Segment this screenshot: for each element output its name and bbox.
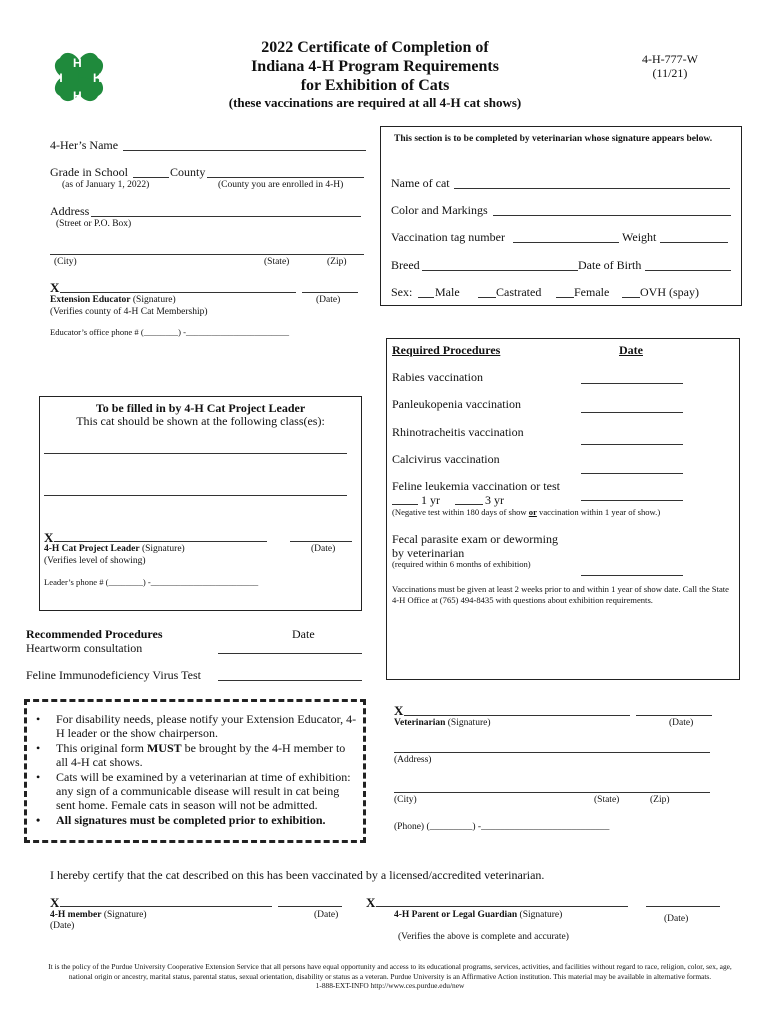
vet-section-note: This section is to be completed by veterinarian whose signature appears below. — [394, 134, 713, 144]
weight-label: Weight — [622, 230, 657, 244]
notice-item: • All signatures must be completed prior to exhibition. — [28, 813, 358, 827]
male-check-field[interactable] — [418, 297, 434, 298]
svg-text:H: H — [54, 71, 63, 85]
class-field-1[interactable] — [44, 453, 347, 454]
street-field[interactable] — [91, 216, 361, 217]
leader-verifies-note: (Verifies level of showing) — [44, 556, 146, 566]
fecal-label-2: by veterinarian — [392, 546, 465, 560]
panleuk-label: Panleukopenia vaccination — [392, 397, 521, 411]
color-field[interactable] — [493, 215, 731, 216]
zip-note: (Zip) — [327, 257, 347, 267]
dob-field[interactable] — [645, 270, 731, 271]
vet-x-mark: X — [394, 703, 404, 718]
vet-date-field[interactable] — [636, 715, 712, 716]
form-number: 4-H-777-W — [642, 52, 698, 66]
heartworm-date-field[interactable] — [218, 653, 362, 654]
four-h-logo-icon — [38, 36, 120, 118]
parent-signature-field[interactable] — [376, 906, 628, 907]
class-field-2[interactable] — [44, 495, 347, 496]
vet-address-field[interactable] — [394, 752, 710, 753]
vet-city-state-zip-field[interactable] — [394, 792, 710, 793]
grade-label: Grade in School — [50, 165, 128, 179]
felv-label: Feline leukemia vaccination or test — [392, 479, 560, 493]
svg-text:H: H — [73, 89, 82, 103]
policy-statement: It is the policy of the Purdue University Cooperative Extension Service that all persons have equal opportunity and access to its educational programs, services, activities, and facilities without regard to race, religion, color, sex, age, national origin or ancestry, marital status, parental status, sexual orientation, disability or status as a veteran. Purdue University is an Affirmative Action institution. This material may be available in alternative formats. — [48, 962, 732, 981]
title-line-3: for Exhibition of Cats — [300, 77, 450, 94]
vet-city-label: (City) — [394, 795, 417, 805]
panleuk-date-field[interactable] — [581, 412, 683, 413]
fiv-label: Feline Immunodeficiency Virus Test — [26, 668, 201, 682]
leader-date-label: (Date) — [311, 544, 336, 554]
educator-x-mark: X — [50, 280, 60, 295]
calci-label: Calcivirus vaccination — [392, 452, 500, 466]
weight-field[interactable] — [660, 242, 728, 243]
svg-text:H: H — [93, 71, 102, 85]
felv-1yr-check[interactable] — [392, 504, 418, 505]
leader-signature-label: 4-H Cat Project Leader (Signature) — [44, 544, 185, 554]
rabies-label: Rabies vaccination — [392, 370, 483, 384]
parent-signature-label: 4-H Parent or Legal Guardian (Signature) — [394, 910, 563, 920]
calci-date-field[interactable] — [581, 473, 683, 474]
educator-phone[interactable]: Educator’s office phone # (________) -________________________ — [50, 327, 290, 337]
grade-field[interactable] — [133, 177, 169, 178]
male-label: Male — [435, 285, 460, 299]
castrated-label: Castrated — [496, 285, 542, 299]
leader-subheading: This cat should be shown at the following class(es): — [76, 414, 325, 428]
vaccination-timing-note: Vaccinations must be given at least 2 weeks prior to and within 1 year of show date. Call the State 4-H Office at (765) 494-8435 with questions about exhibition requirements. — [392, 584, 729, 605]
dob-label: Date of Birth — [578, 258, 642, 272]
parent-verifies-note: (Verifies the above is complete and accurate) — [398, 932, 569, 942]
vet-phone[interactable]: (Phone) (_________) -___________________________ — [394, 822, 610, 832]
parent-date-label: (Date) — [664, 914, 689, 924]
rabies-date-field[interactable] — [581, 383, 683, 384]
cat-name-label: Name of cat — [391, 176, 450, 190]
county-note: (County you are enrolled in 4-H) — [218, 180, 344, 190]
castrated-check-field[interactable] — [478, 297, 496, 298]
leader-x-mark: X — [44, 530, 54, 545]
fecal-date-field[interactable] — [581, 575, 683, 576]
color-label: Color and Markings — [391, 203, 488, 217]
leader-phone[interactable]: Leader’s phone # (________) -_________________________ — [44, 577, 259, 587]
fiv-date-field[interactable] — [218, 680, 362, 681]
recommended-date-heading: Date — [292, 627, 315, 641]
member-date-field[interactable] — [278, 906, 342, 907]
breed-field[interactable] — [422, 270, 578, 271]
member-signature-label: 4-H member (Signature) — [50, 910, 147, 920]
educator-date-field[interactable] — [302, 292, 358, 293]
leader-signature-field[interactable] — [54, 541, 267, 542]
felv-3yr-check[interactable] — [455, 504, 483, 505]
felv-3yr-label: 3 yr — [485, 493, 504, 507]
member-name-label: 4-Her’s Name — [50, 138, 119, 152]
heartworm-label: Heartworm consultation — [26, 641, 143, 655]
fecal-label-1: Fecal parasite exam or deworming — [392, 532, 558, 546]
title-line-2: Indiana 4-H Program Requirements — [251, 58, 499, 75]
rhino-label: Rhinotracheitis vaccination — [392, 425, 524, 439]
title-line-1: 2022 Certificate of Completion of — [261, 39, 489, 56]
leader-heading: To be filled in by 4-H Cat Project Leader — [95, 401, 306, 415]
member-date-label-2: (Date) — [50, 921, 75, 931]
ovh-check-field[interactable] — [622, 297, 640, 298]
county-label: County — [170, 165, 206, 179]
state-note: (State) — [264, 257, 290, 267]
vet-signature-label: Veterinarian (Signature) — [394, 718, 491, 728]
vet-address-label: (Address) — [394, 755, 432, 765]
rhino-date-field[interactable] — [581, 444, 683, 445]
ovh-label: OVH (spay) — [640, 285, 699, 299]
county-field[interactable] — [207, 177, 364, 178]
page-subtitle: (these vaccinations are required at all 4-H cat shows) — [228, 95, 522, 110]
tag-field[interactable] — [513, 242, 619, 243]
city-state-zip-field[interactable] — [50, 254, 364, 255]
member-x-mark: X — [50, 895, 60, 910]
leader-date-field[interactable] — [290, 541, 352, 542]
female-check-field[interactable] — [556, 297, 574, 298]
form-date: (11/21) — [652, 66, 688, 80]
educator-verifies-note: (Verifies county of 4-H Cat Membership) — [50, 307, 208, 317]
breed-label: Breed — [391, 258, 420, 272]
address-label: Address — [50, 204, 90, 218]
street-note: (Street or P.O. Box) — [56, 219, 132, 229]
cat-name-field[interactable] — [454, 188, 730, 189]
member-signature-field[interactable] — [60, 906, 272, 907]
vet-signature-field[interactable] — [404, 715, 630, 716]
city-note: (City) — [54, 257, 77, 267]
recommended-heading: Recommended Procedures — [26, 627, 163, 641]
educator-signature-label: Extension Educator (Signature) — [50, 295, 176, 305]
sex-label: Sex: — [391, 285, 413, 299]
certify-statement: I hereby certify that the cat described on this has been vaccinated by a licensed/accredited veterinarian. — [50, 868, 545, 882]
fecal-note: (required within 6 months of exhibition) — [392, 559, 531, 569]
notice-item: • For disability needs, please notify your Extension Educator, 4-H leader or the show chairperson. — [28, 712, 358, 740]
educator-signature-field[interactable] — [60, 292, 296, 293]
parent-date-field[interactable] — [646, 906, 720, 907]
notices-list — [28, 712, 358, 828]
required-heading: Required Procedures — [392, 343, 501, 357]
felv-1yr-label: 1 yr — [421, 493, 440, 507]
contact-info: 1-888-EXT-INFO http://www.ces.purdue.edu/new — [315, 981, 465, 990]
felv-note: (Negative test within 180 days of show or vaccination within 1 year of show.) — [392, 507, 661, 517]
female-label: Female — [574, 285, 610, 299]
felv-date-field[interactable] — [581, 500, 683, 501]
required-date-heading: Date — [619, 343, 643, 357]
notice-item: • This original form MUST be brought by the 4-H member to all 4-H cat shows. — [28, 741, 358, 769]
vet-zip-label: (Zip) — [650, 795, 670, 805]
grade-note: (as of January 1, 2022) — [62, 180, 150, 190]
notice-item: • Cats will be examined by a veterinarian at time of exhibition: any sign of a communicable disease will result in cat being sent home. Female cats in season will not be admitted. — [28, 770, 358, 812]
vet-state-label: (State) — [594, 795, 620, 805]
svg-text:H: H — [73, 56, 82, 70]
member-date-label: (Date) — [314, 910, 339, 920]
tag-label: Vaccination tag number — [391, 230, 505, 244]
vet-date-label: (Date) — [669, 718, 694, 728]
educator-date-label: (Date) — [316, 295, 341, 305]
parent-x-mark: X — [366, 895, 376, 910]
member-name-field[interactable] — [123, 150, 366, 151]
